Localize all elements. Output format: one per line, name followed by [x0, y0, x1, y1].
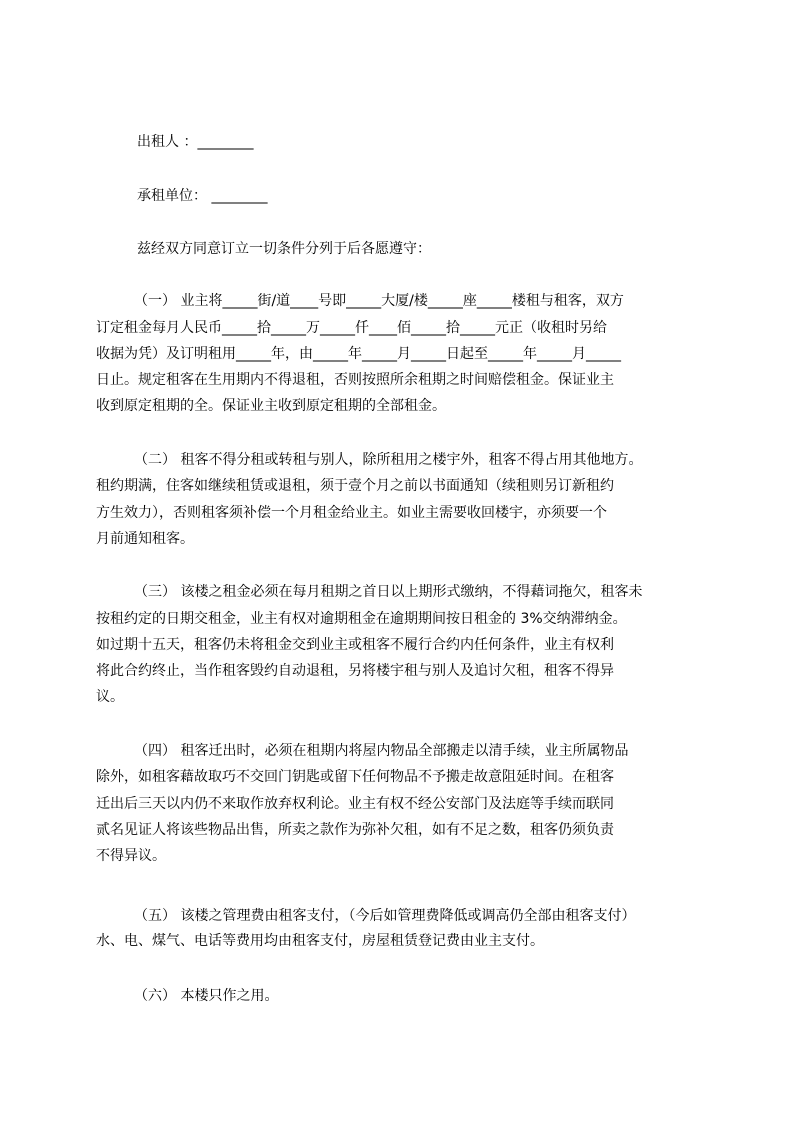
clause5-line: 水、电、煤气、电话等费用均由租客支付，房屋租赁登记费由业主支付。: [96, 933, 544, 949]
clause1-line: 收据为凭）及订明租用_____年，由_____年_____月_____日起至_____年_____月_____: [96, 346, 621, 362]
clause2-line: 月前通知租客。: [96, 531, 194, 547]
clause2-line: （二） 租客不得分租或转租与别人，除所租用之楼宇外，租客不得占用其他地方。: [134, 452, 643, 468]
intro-line: 兹经双方同意订立一切条件分列于后各愿遵守：: [137, 241, 431, 257]
clause4-line: 迁出后三天以内仍不来取作放弃权利论。业主有权不经公安部门及法庭等手续而联同: [96, 796, 614, 812]
clause3-line: （三） 该楼之租金必须在每月租期之首日以上期形式缴纳，不得藉词拖欠，租客未: [134, 584, 643, 600]
clause1-line: 收到原定租期的全。保证业主收到原定租期的全部租金。: [96, 398, 446, 414]
clause3-line: 将此合约终止，当作租客毁约自动退租，另将楼宇租与别人及追讨欠租，租客不得异: [96, 663, 614, 679]
clause3-line: 议。: [96, 689, 124, 705]
clause4-line: （四） 租客迁出时，必须在租期内将屋内物品全部搬走以清手续，业主所属物品: [134, 743, 629, 759]
clause5-line: （五） 该楼之管理费由租客支付，（今后如管理费降低或调高仍全部由租客支付）: [134, 908, 636, 924]
clause1-line: 订定租金每月人民币_____拾_____万_____仟____佰_____拾_____元正（收租时另给: [96, 320, 607, 336]
lessee-line: 承租单位： ________: [137, 188, 268, 204]
clause1-line: 日止。规定租客在生用期内不得退租，否则按照所余租期之时间赔偿租金。保证业主: [96, 372, 614, 388]
clause4-line: 贰名见证人将该些物品出售，所卖之款作为弥补欠租，如有不足之数，租客仍须负责: [96, 822, 614, 838]
lessor-line: 出租人 ：________: [137, 134, 254, 150]
clause2-line: 方生效力），否则租客须补偿一个月租金给业主。如业主需要收回楼宇，亦须要一个: [96, 505, 607, 521]
clause4-line: 除外，如租客藉故取巧不交回门钥匙或留下任何物品不予搬走故意阻延时间。在租客: [96, 769, 614, 785]
clause2-line: 租约期满，住客如继续租赁或退租，须于壹个月之前以书面通知（续租则另订新租约: [96, 478, 614, 494]
clause3-line: 如过期十五天，租客仍未将租金交到业主或租客不履行合约内任何条件，业主有权利: [96, 637, 614, 653]
clause1-line: （一） 业主将_____街/道____号即_____大厦/楼_____座_____楼租与租客，双方: [134, 293, 624, 309]
clause3-line: 按租约定的日期交租金，业主有权对逾期租金在逾期期间按日租金的 3%交纳滞纳金。: [96, 611, 627, 627]
clause6-line: （六） 本楼只作之用。: [134, 988, 279, 1004]
clause4-line: 不得异议。: [96, 848, 166, 864]
